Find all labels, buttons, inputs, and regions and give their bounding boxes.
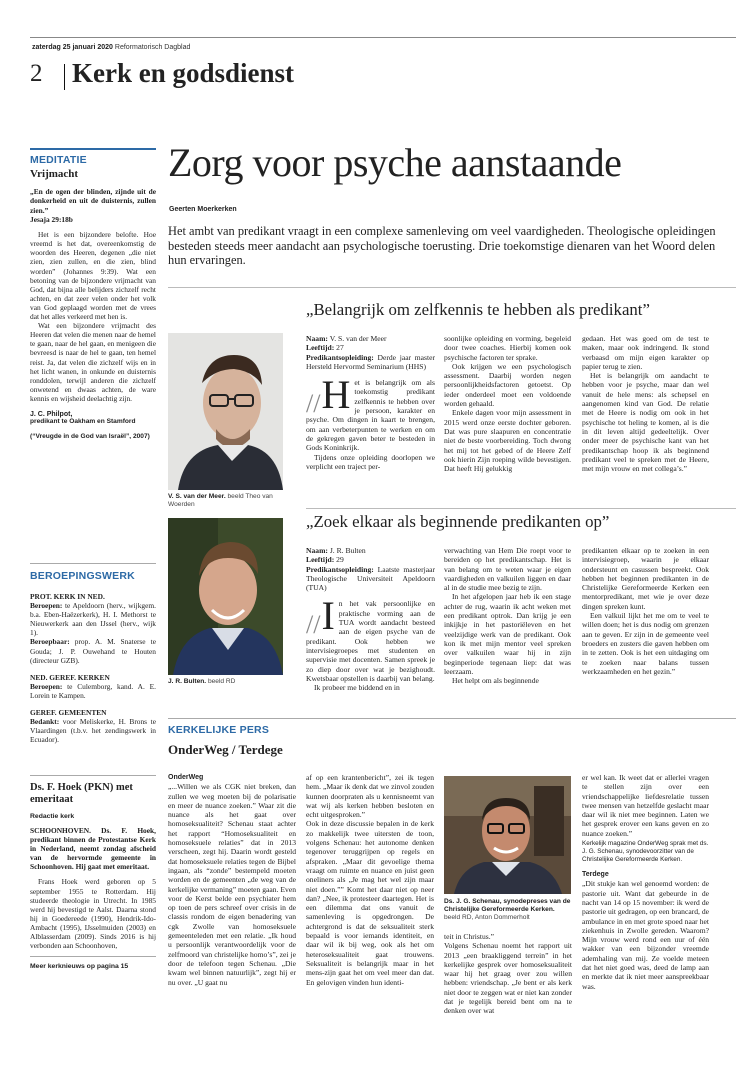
pers-title: OnderWeg / Terdege	[168, 742, 283, 757]
profile-van-der-meer	[306, 334, 435, 371]
meditatie-paragraph: Wat een bijzondere vrijmacht des Heeren dat velen die menen naar de hemel te gaan, naar de hel gaan, en menigeen die bevreesd is naar de hel te gaan, ten hemel reist. Ja, dat velen die zichzelf wijs en in het licht wanen, in onkunde en duisternis ronddolen, terwijl anderen die zichzelf onwetend en dwaas achten, de ware kennis en wijsheid deelachtig zijn.	[30, 321, 156, 403]
page-number: 2	[30, 60, 43, 87]
beroep-block	[30, 708, 156, 744]
beroepingswerk	[30, 563, 156, 752]
meditatie-paragraph: Het is een bijzondere belofte. Hoe vreemd is het dat, overeenkomstig de woorden des Heeren, degenen „die niet zien, zien zullen, en die zien, blind worden” (Johannes 9:39). Wat een betoning van de bijzondere vrijmacht van God, dat bijna alle belijders zichzelf recht achten, en dat zeer velen onder het volk van God geplaagd worden met de vrees dat het alles verkeerd met hen is.	[30, 230, 156, 322]
profile-label: Naam:	[306, 546, 328, 555]
section2-text: predikanten elkaar op te zoeken in een intervisiegroep, waarin je elkaar ondersteunt en casussen bespreekt. Ook hebben het beginnen predikanten in de Christelijke Gereformeerde Kerken een mentorpredikant, met wie je over deze dingen spreken kunt.	[582, 546, 709, 611]
emeritaat-byline: Redactie kerk	[30, 813, 75, 820]
meditatie-body	[30, 230, 156, 403]
beroep-label: Beroepen:	[30, 601, 63, 611]
beroep-line	[30, 637, 156, 664]
pers-col1	[168, 773, 296, 987]
beroepingswerk-list	[30, 592, 156, 744]
profile-bulten	[306, 546, 435, 592]
headline: Zorg voor psyche aanstaande	[168, 140, 622, 185]
section2-text: n het vak persoonlijke en praktische vorming aan de TUA wordt aandacht besteed aan de eigen psyche van de predikant. Ook hebben we intervisiegroepes met studenten en supervisie met docenten. Samen spreek je zo diep door over wat je bezighoudt. Kwetsbaar opstellen is daarbij van belang.	[306, 599, 435, 683]
photo-van-der-meer	[168, 333, 283, 490]
meditatie-author: J. C. Philpot,	[30, 410, 73, 418]
article-intro: Het ambt van predikant vraagt in een complexe samenleving om veel vaardigheden. Theologische opleidingen besteden steeds meer aandacht aan psychologische toerusting. Drie toekomstige dienaren van het Woord delen hun ervaringen.	[168, 224, 716, 268]
beroep-church: GEREF. GEMEENTEN	[30, 708, 107, 718]
pers-source: OnderWeg	[168, 774, 204, 781]
pers-text: er wel kan. Ik weet dat er allerlei vragen te stellen zijn over een vriendschappelijke liefdesrelatie tussen twee mensen van hetzelfde geslacht maar daar wil ik niet mee beginnen. Laten we het gesprek erover een kans geven en zo nuance zoeken.”	[582, 773, 709, 838]
profile-value: 27	[336, 343, 344, 353]
profile-label: Predikantsopleiding:	[306, 564, 374, 574]
pers-note: Kerkelijk magazine OnderWeg sprak met ds. J. G. Schenau, synodevoorzitter van de Christelijke Gereformeerde Kerken.	[582, 840, 709, 864]
section1-text: gedaan. Het was goed om de test te maken, maar ook indringend. Ik stond verbaasd om mijn eigen karakter op papier terug te zien.	[582, 334, 709, 371]
pers-rule	[168, 718, 736, 719]
caption-credit: beeld RD	[207, 678, 236, 685]
meditatie-heading: MEDITATIE	[30, 154, 87, 166]
section1-text: Tijdens onze opleiding doorlopen we verplicht een traject per-	[306, 452, 435, 471]
photo-caption-bulten	[168, 678, 284, 686]
profile-value: Derde jaar master Hersteld Hervormd Seminarium (HHS)	[306, 352, 436, 371]
beroep-line	[30, 601, 156, 637]
beroepingswerk-heading: BEROEPINGSWERK	[30, 570, 135, 582]
section2-text: verwachting van Hem Die roept voor te bereiden op het predikantschap. Het is van belang om te weten waar je eigen vaardigheden en valkuilen liggen en daar al in de studie mee bezig te zijn.	[444, 546, 571, 593]
section1-quote: „Belangrijk om zelfkennis te hebben als predikant”	[306, 300, 650, 319]
beroep-text: prop. A. M. Snaterse te Gouda; J. P. Ouwehand te Houten (directeur GZB).	[30, 637, 156, 665]
profile-row	[306, 343, 435, 352]
section1-text: Enkele dagen voor mijn assessment in 2015 werd onze eerste dochter geboren. Dat was pure slaapuren en concentratie niet de beste voorbereiding. Toch dwong het mij tot het gebed of de Heere Zelf ook hierin Zijn roeping wilde bevestigen. Dat heeft Hij gelukkig	[444, 408, 571, 474]
section1-text: Het is belangrijk om aandacht te hebben voor je psyche, maar dan wel vanuit de hele mens: als schepsel en aangenomen kind van God. De relatie met de Heere is nodig om ook in het psychische tot heling te komen, al is die in dit leven altijd gedeeltelijk. Over onder meer de psychische kant van het predikantschap hoop ik als beginnend predikant veel te spreken met de Heere, met mijn vrouw en met collega’s.”	[582, 371, 709, 474]
section2-text: In het afgelopen jaar heb ik een stage achter de rug, waarin ik acht weken met een predikant optrok. Dan krijg je een inkijkje in het pastoriëleven en het veelzijdige werk van de predikant. Ook kon ik met mijn mentor veel spreken over valkuilen waar hij in zijn beginperiode tegenaan liep: dat was leerzaam.	[444, 592, 571, 676]
photo-caption-van-der-meer	[168, 493, 284, 509]
profile-row	[306, 353, 435, 372]
issue-date: zaterdag 25 januari 2020	[32, 44, 113, 51]
meditatie-title: Vrijmacht	[30, 168, 79, 180]
section2-text: Het helpt om als beginnende	[452, 676, 539, 686]
pers-col3: teit in Christus.” Volgens Schenau noemt het rapport uit 2013 „een braakliggend terrein” in het kerkelijke gesprek over homoseksualiteit waar hij het graag over zou willen hebben: vriendschap. „Je bent er als kerk niet door te zeggen wat er niet kan zonder dat je tegelijk bereid bent om na te denken over wat	[444, 932, 572, 1016]
paper-name: Reformatorisch Dagblad	[114, 44, 191, 51]
section1-col2	[444, 334, 571, 473]
photo-bulten	[168, 518, 283, 675]
caption-credit: beeld RD, Anton Dommerholt	[444, 914, 530, 921]
emeritaat-body: Frans Hoek werd geboren op 5 september 1955 te Rotterdam. Hij studeerde theologie in Utrecht. In 1985 werd hij bevestigd te Aalst. Daarna stond hij in Goedereede (1990), Hendrik-Ido-Ambacht (1995), IJsselmuiden (2003) en Alblasserdam (2009). Sinds 2016 is hij verbonden aan Schoonhoven,	[30, 877, 156, 951]
emeritaat-title: Ds. F. Hoek (PKN) met emeritaat	[30, 782, 133, 805]
beroep-church: PROT. KERK IN NED.	[30, 592, 105, 601]
section2-col1: Naam: J. R. Bulten Leeftijd: 29 Predikantsopleiding: Laatste masterjaar Theologische Universiteit Apeldoorn (TUA) // I n het vak persoonlijke en praktische vorming aan de TUA wordt aandacht besteed aan de eigen psyche van de predikant. Ook hebben we intervisiegroepes met studenten en supervisie met docenten. Samen spreek je zo diep door over wat je bezighoudt. Kwetsbaar opstellen is daarbij van belang. Ik probeer me biddend en in	[306, 546, 435, 693]
meditatie-source: (“Vreugde in de God van Israël”, 2007)	[30, 432, 150, 440]
emeritaat-lead: SCHOONHOVEN. Ds. F. Hoek, predikant binnen de Protestantse Kerk in Nederland, neemt zondag afscheid van de hervormde gemeente in Schoonhoven. Hij gaat met emeritaat.	[30, 826, 156, 872]
beroep-block	[30, 673, 156, 700]
profile-row	[306, 565, 435, 593]
drop-cap: H	[321, 372, 351, 418]
beroep-label: Beroepbaar:	[30, 637, 70, 647]
drop-cap: I	[321, 593, 335, 639]
pers-col4	[582, 773, 709, 991]
caption-name: V. S. van der Meer.	[168, 493, 226, 500]
section2-text: Een valkuil lijkt het me om te veel te willen doen; het is dus nodig om grenzen aan te geven. Er zijn in de gemeente veel broeders en zusters die gaven hebben om in te zetten. Ook is het een uitdaging om te zoeken naar balans tussen werkzaamheden en het gezin.”	[582, 611, 709, 676]
beroep-text: voor Meliskerke, H. Brons te Vlaardingen (t.b.v. het zendingswerk in Ecuador).	[30, 717, 156, 745]
section1-col1: Naam: V. S. van der Meer Leeftijd: 27 Predikantsopleiding: Derde jaar master Hersteld Hervormd Seminarium (HHS) // H et is belangrijk om als toekomstig predikant zelfkennis te hebben over je persoon, karakter en psyche. Om dingen in kaart te brengen, om aan verbeterpunten te werken en om de gekregen gaven beter te besteden in Gods Koninkrijk. Tijdens onze opleiding doorlopen we verplicht een traject per-	[306, 334, 436, 471]
pers-heading: KERKELIJKE PERS	[168, 724, 270, 736]
caption-name: J. R. Bulten.	[168, 678, 207, 685]
section2-col2	[444, 546, 571, 685]
article-author: Geerten Moerkerken	[169, 206, 237, 213]
photo-schenau	[444, 776, 571, 894]
beroep-line	[30, 682, 156, 700]
beroep-text: te Apeldoorn (herv., wijkgem. b.a. Eben-Haëzerkerk), H. I. Methorst te Nieuwerkerk aan den IJssel (herv., wijk 1).	[30, 601, 156, 638]
section2-quote: „Zoek elkaar als beginnende predikanten op”	[306, 512, 610, 531]
profile-value: 29	[336, 555, 344, 565]
caption-credit: beeld Theo van Woerden	[168, 493, 273, 508]
issue-date-line	[32, 44, 190, 51]
section-title: Kerk en godsdienst	[72, 58, 295, 88]
profile-row	[306, 334, 435, 343]
pers-text: „Dit stukje kan wel genoemd worden: de pastorie uit. Want dat gebeurde in de nacht van 14 op 15 november: ik werd de pastorie uit gedragen, op een brancard, de ambulance in en met grote spoed naar het ziekenhuis in Zwolle gereden. Waarom? Mijn vrouw werd rond een uur of één wakker van een bijzonder vreemde ademhaling van mij. Ze voelde meteen dat het niet goed was, deed de lamp aan en merkte dat ik niet meer aanspreekbaar was.	[582, 879, 709, 991]
section1-text: et is belangrijk om als toekomstig predikant zelfkennis te hebben over je persoon, karakter en psyche. Om dingen in kaart te brengen, om aan verbeterpunten te werken en om de gekregen gaven beter te besteden in Gods Koninkrijk.	[306, 378, 435, 453]
beroep-text: te Culemborg, kand. A. E. Lorein te Kampen.	[30, 681, 156, 700]
beroep-label: Bedankt:	[30, 717, 60, 727]
profile-label: Naam:	[306, 334, 328, 343]
profile-value: Laatste masterjaar Theologische Universiteit Apeldoorn (TUA)	[306, 564, 435, 593]
pers-col2: af op een krantenbericht”, zei ik tegen hem. „Maar ik denk dat we zinvol zouden kunnen doorpraten als u kennisneemt van wat wij als kerken hebben besloten en echt uitgesproken.” Ook in deze discussie bepalen in de kerk zo makkelijk twee uitersten de toon, volgens Schenau: het autonome denken tegenover teruggrijpen op regels en afspraken. „Maar dit gevoelige thema vraagt om ruimte en nuance en juist geen oneliners als „Je mag het wel zijn maar niet doen.”” Komt het daar niet op neer dan? „Nee, ik protesteer daartegen. Het is een dilemma dat ons vanuit de samenleving is opgedrongen. De achtergrond is dat de seksualiteit sterk bepaald is voor iemands identiteit, en daar wil ik bij weg, ook als het om heteroseksualiteit gaat trouwens. Seksualiteit is belangrijk maar in het mens-zijn gaat het om veel meer dan dat. En gelovigen vinden hun identi-	[306, 773, 434, 987]
meditatie-quote-ref: Jesaja 29:18b	[30, 214, 73, 224]
profile-row	[306, 546, 435, 555]
emeritaat-article	[30, 775, 156, 970]
pers-source: Terdege	[582, 871, 609, 879]
meditatie-quote: „En de ogen der blinden, zijnde uit de donkerheid en uit de duisternis, zullen zien.”	[30, 187, 156, 215]
section1-col3	[582, 334, 709, 473]
profile-value: J. R. Bulten	[329, 546, 366, 555]
meditatie-author-role: predikant te Oakham en Stamford	[30, 417, 136, 425]
sidebar	[30, 148, 156, 440]
pers-text: „...Willen we als CGK niet breken, dan zullen we weg moeten bij de polarisatie en meer de nuance zoeken.” Waar zit die nuance als het gaat over homoseksualiteit? Schenau staat achter het rapport “Homoseksualiteit en homoseksuele relaties” dat in 2013 verscheen, zegt hij. Daarin wordt gesteld dat homoseksuele relaties tegen de Bijbel ingaan, als “zonde” bestempeld moeten worden en de gemeenten „de weg van de kerkelijke vermaning” moeten gaan. Even voor de Kerst belde een psychiater hem op toen de pers schreef over crisis in de classis rondom de eigen benadering van cgk Zwolle van homoseksuele gemeenteleden met een relatie. „Ik houd u persoonlijk verantwoordelijk voor de zelfmoord van christelijke homo’s”, zei je door de telefoon tegen Schenau. „Die kwam wel binnen natuurlijk”, zegt hij er nu over. „U gaat nu	[168, 782, 296, 987]
section2-text: Ik probeer me biddend en in	[314, 683, 400, 693]
profile-label: Leeftijd:	[306, 343, 335, 353]
section1-text: Ook krijgen we een psychologisch assessment. Daarbij worden negen persoonlijkheidsfactoren getoetst. Op ieder onderdeel moet een voldoende worden gehaald.	[444, 361, 571, 409]
section2-col3	[582, 546, 709, 676]
caption-name: Ds. J. G. Schenau, synodepreses van de Christelijke Gereformeerde Kerken.	[444, 898, 571, 913]
beroep-block	[30, 592, 156, 665]
profile-value: V. S. van der Meer	[329, 334, 387, 343]
beroep-line	[30, 717, 156, 744]
profile-label: Leeftijd:	[306, 555, 335, 565]
more-news-link[interactable]: Meer kerknieuws op pagina 15	[30, 963, 129, 971]
profile-row	[306, 555, 435, 564]
beroep-label: Beroepen:	[30, 681, 63, 691]
beroep-church: NED. GEREF. KERKEN	[30, 672, 110, 682]
photo-caption-schenau	[444, 898, 572, 922]
profile-label: Predikantsopleiding:	[306, 352, 374, 362]
section1-text: soonlijke opleiding en vorming, begeleid door twee coaches. Hierbij komen ook psychische factoren ter sprake.	[444, 334, 571, 362]
